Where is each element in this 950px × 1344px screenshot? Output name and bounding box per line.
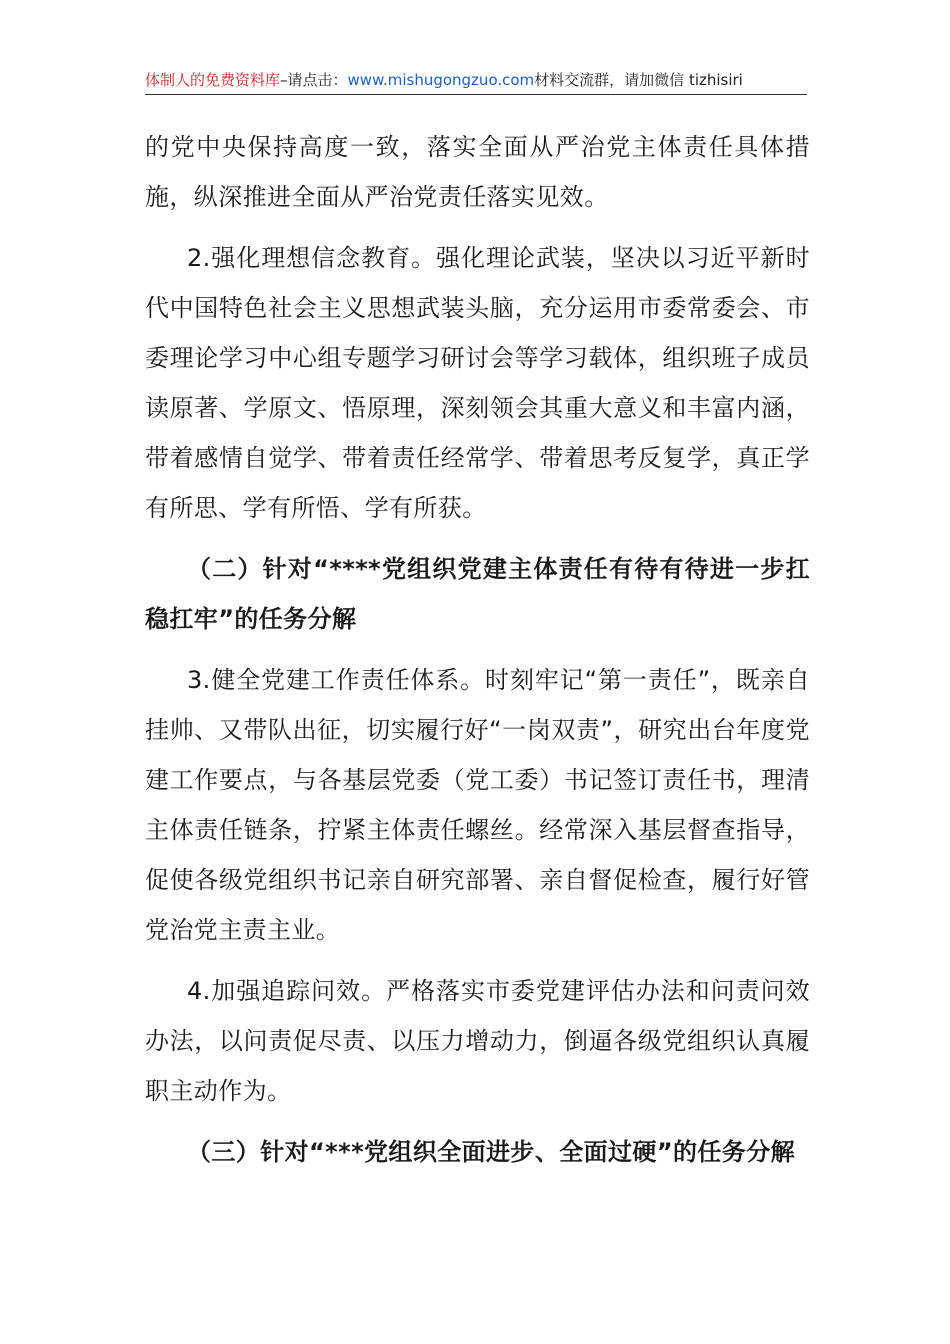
page-header <box>145 68 807 95</box>
document-body <box>145 122 810 1177</box>
header-note: 材料交流群，请加微信 tizhisiri <box>534 71 743 89</box>
paragraph-item-4: 4.加强追踪问效。严格落实市委党建评估办法和问责问效办法，以问责促尽责、以压力增动力，倒逼各级党组织认真履职主动作为。 <box>145 977 810 1105</box>
section-heading-3: （三）针对“***党组织全面进步、全面过硬”的任务分解 <box>187 1138 795 1166</box>
paragraph-item-3: 3.健全党建工作责任体系。时刻牢记“第一责任”，既亲自挂帅、又带队出征，切实履行好“一岗双责”，研究出台年度党建工作要点，与各基层党委（党工委）书记签订责任书，理清主体责任链条，拧紧主体责任螺丝。经常深入基层督查指导，促使各级党组织书记亲自研究部署、亲自督促检查，履行好管党治党主责主业。 <box>145 666 810 944</box>
paragraph-item-2: 2.强化理想信念教育。强化理论武装，坚决以习近平新时代中国特色社会主义思想武装头脑，充分运用市委常委会、市委理论学习中心组专题学习研讨会等学习载体，组织班子成员读原著、学原文、悟原理，深刻领会其重大意义和丰富内涵，带着感情自觉学、带着责任经常学、带着思考反复学，真正学有所思、学有所悟、学有所获。 <box>145 244 810 522</box>
header-prompt: –请点击： <box>280 71 348 89</box>
section-heading-2: （二）针对“****党组织党建主体责任有待有待进一步扛稳扛牢”的任务分解 <box>145 555 810 633</box>
paragraph-continuation: 的党中央保持高度一致，落实全面从严治党主体责任具体措施，纵深推进全面从严治党责任落实见效。 <box>145 133 810 211</box>
header-url-link[interactable]: www.mishugongzuo.com <box>347 71 535 89</box>
header-brand: 体制人的免费资料库 <box>145 71 281 89</box>
